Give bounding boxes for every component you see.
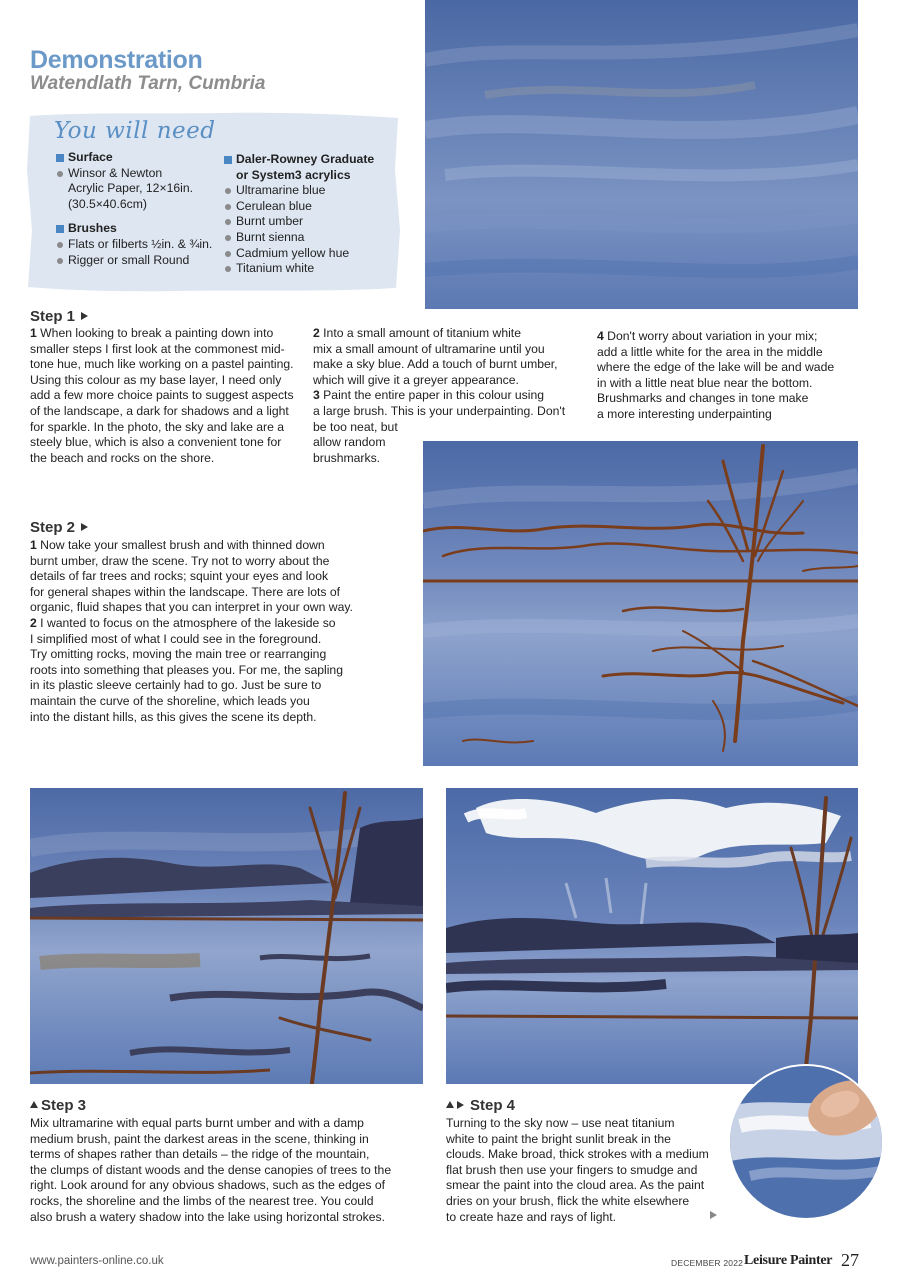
step1-text-col1: 1 When looking to break a painting down into smaller steps I first look at the commonest mid- tone hue, much like working on a pastel painting. Using this colour as my base layer, I need only add a few more choice paints to suggest aspects of the landscape, a dark for shadows and a light for sparkle. In the photo, the sky and lake are a steely blue, which is also a convenient tone for the beach and rocks on the shore. (30, 326, 294, 465)
step1-painting-image (425, 0, 858, 309)
footer-website: www.painters-online.co.uk (30, 1255, 164, 1267)
arrow-up-icon (30, 1101, 38, 1108)
arrow-up-icon (446, 1101, 454, 1108)
continue-arrow-icon (710, 1211, 717, 1219)
materials-column-left (56, 150, 226, 268)
finger-smudge-inset-photo (728, 1064, 884, 1220)
arrow-right-icon (81, 312, 88, 320)
acrylics-item: Cadmium yellow hue (224, 246, 394, 262)
arrow-right-icon (81, 523, 88, 531)
acrylics-item: Cerulean blue (224, 199, 394, 215)
page-title: Demonstration (30, 46, 203, 74)
step3-heading: Step 3 (30, 1097, 86, 1114)
step4-text: Turning to the sky now – use neat titanium white to paint the bright sunlit break in the clouds. Make broad, thick strokes with a medium flat brush then use your fingers to smudge and smear the paint into the cloud area. As the paint dries on your brush, flick the white elsewhere to create haze and rays of light. (446, 1116, 709, 1224)
brushes-item: Rigger or small Round (56, 253, 226, 269)
surface-item: Acrylic Paper, 12×16in. (68, 181, 193, 196)
step2-heading: Step 2 (30, 519, 88, 536)
acrylics-item: Ultramarine blue (224, 183, 394, 199)
arrow-right-icon (457, 1101, 464, 1109)
surface-item: Winsor & Newton (56, 166, 226, 182)
step4-painting-image (446, 788, 858, 1084)
materials-box (24, 110, 402, 294)
footer-issue-date: DECEMBER 2022 (671, 1258, 744, 1268)
footer-magazine-name: Leisure Painter (744, 1253, 833, 1268)
acrylics-item: Titanium white (224, 261, 394, 277)
acrylics-heading-line2: or System3 acrylics (236, 167, 351, 182)
surface-item: (30.5×40.6cm) (68, 196, 147, 211)
step2-text: 1 Now take your smallest brush and with thinned down burnt umber, draw the scene. Try not to worry about the details of far trees and rocks; squint your eyes and look for general shapes within the landscape. There are lots of organic, fluid shapes that you can interpret in your own way. 2 I wanted to focus on the atmosphere of the lakeside so I simplified most of what I could see in the foreground. Try omitting rocks, moving the main tree or rearranging roots into something that pleases you. For me, the sapling in its plastic sleeve certainly had to go. Just be sure to maintain the curve of the shoreline, which leads you into the distant hills, as this gives the scene its depth. (30, 538, 353, 724)
brushes-heading: Brushes (56, 221, 226, 237)
brushes-item: Flats or filberts ½in. & ¾in. (56, 237, 226, 253)
materials-column-right (224, 152, 394, 277)
step3-painting-image (30, 788, 423, 1084)
page-subtitle: Watendlath Tarn, Cumbria (30, 73, 266, 94)
step2-painting-image (423, 441, 858, 766)
step4-heading: Step 4 (446, 1097, 515, 1114)
page-number: 27 (841, 1250, 859, 1270)
step1-text-col3: 4 Don't worry about variation in your mix; add a little white for the area in the middle where the edge of the lake will be and wade in with a little neat blue near the bottom. Brushmarks and changes in tone make a more interesting underpainting (597, 329, 835, 421)
step1-heading: Step 1 (30, 308, 88, 325)
step3-text: Mix ultramarine with equal parts burnt umber and with a damp medium brush, paint the darkest areas in the scene, thinking in terms of shapes rather than details – the ridge of the mountain, the clumps of distant woods and the dense canopies of trees to the right. Look around for any obvious shadows, such as the edges of rocks, the shoreline and the limbs of the nearest tree. You could also brush a watery shadow into the lake using horizontal strokes. (30, 1116, 392, 1224)
acrylics-heading: Daler-Rowney Graduate (224, 152, 394, 168)
acrylics-item: Burnt umber (224, 214, 394, 230)
surface-heading: Surface (56, 150, 226, 166)
materials-heading: You will need (54, 118, 216, 144)
acrylics-item: Burnt sienna (224, 230, 394, 246)
step1-text-col2: 2 Into a small amount of titanium white mix a small amount of ultramarine until you make a sky blue. Add a touch of burnt umber, which will give it a greyer appearance. 3 Paint the entire paper in this colour using a large brush. This is your underpainting. Don't be too neat, but allow random brushmarks. (313, 326, 566, 465)
